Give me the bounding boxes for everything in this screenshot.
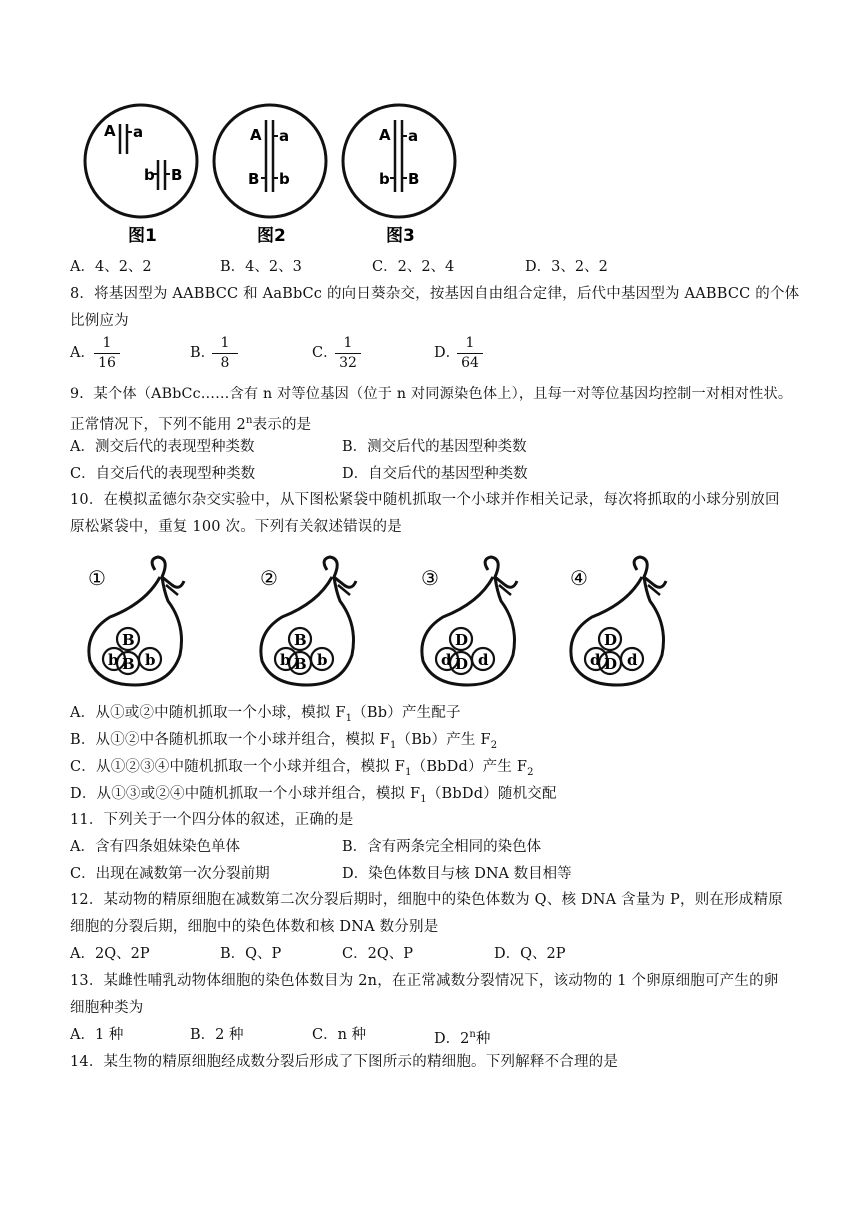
q8-option-b-letter: B． — [190, 345, 216, 361]
option-text: 1 种 — [94, 1027, 124, 1043]
option-text: 2 种 — [215, 1027, 244, 1043]
option-text: n 种 — [337, 1027, 367, 1043]
subscript: 1 — [405, 766, 412, 778]
q12-stem-line1: 12．某动物的精原细胞在减数第二次分裂后期时，细胞中的染色体数为 Q、核 DNA 含量为 P，则在形成精原 — [70, 892, 783, 908]
ball-label: b — [145, 651, 156, 669]
q13-option-d[interactable] — [434, 1025, 490, 1049]
option-text: 2Q、P — [367, 946, 413, 962]
q9-option-c[interactable] — [70, 464, 255, 484]
option-text: 自交后代的基因型种类数 — [368, 466, 528, 482]
q9-option-b[interactable] — [342, 437, 527, 457]
q7-option-a[interactable] — [70, 257, 152, 277]
subscript: 2 — [490, 739, 498, 751]
option-text: （BbDd）产生 F — [411, 759, 528, 775]
option-text: （BbDd）随机交配 — [426, 786, 557, 802]
subscript: 1 — [389, 739, 397, 751]
option-text: Q、2P — [520, 946, 566, 962]
option-letter: A． — [70, 439, 95, 455]
option-text: 含有四条姐妹染色单体 — [94, 839, 240, 855]
q9-stem-text: 表示的是 — [252, 416, 312, 433]
q8-option-c-letter: C． — [312, 345, 338, 361]
q11-option-c[interactable] — [70, 864, 270, 884]
numerator: 1 — [465, 335, 475, 351]
option-text: （Bb）产生 F — [396, 732, 491, 748]
q12-option-d[interactable] — [494, 944, 566, 964]
option-letter: D． — [342, 466, 369, 482]
q10-option-d[interactable] — [70, 784, 557, 810]
gene-label: B — [408, 170, 420, 188]
option-letter: A． — [70, 839, 95, 855]
option-text: 出现在减数第一次分裂前期 — [95, 866, 270, 882]
ball-label: B — [294, 631, 307, 649]
gene-label: a — [279, 127, 290, 145]
gene-label: B — [171, 166, 183, 184]
q11-option-a[interactable] — [70, 837, 240, 857]
option-text: B．从①②中各随机抓取一个小球并组合，模拟 F — [70, 732, 390, 748]
ball-label: D — [455, 631, 469, 649]
ball-label: B — [294, 655, 307, 673]
q10-option-a[interactable] — [70, 703, 461, 729]
option-letter: A． — [70, 259, 95, 275]
bag-label: ① — [88, 566, 106, 590]
gene-label: a — [408, 127, 419, 145]
option-letter: D． — [494, 946, 521, 962]
bag-label: ④ — [570, 566, 588, 590]
gene-label: b — [279, 170, 290, 188]
numerator: 1 — [102, 335, 112, 351]
subscript: 2 — [527, 766, 534, 778]
option-letter: B． — [220, 259, 246, 275]
option-text: 4、2、3 — [245, 259, 302, 275]
q12-option-a[interactable] — [70, 944, 150, 964]
q13-option-a[interactable] — [70, 1025, 123, 1045]
gene-label: A — [379, 126, 391, 144]
option-letter: B． — [220, 946, 246, 962]
option-letter: C． — [312, 1027, 338, 1043]
gene-label: A — [104, 122, 116, 140]
q9-stem-line1: 9．某个体（ABbCc……含有 n 对等位基因（位于 n 对同源染色体上），且每一对等位基因均控制一对相对性状。 — [70, 386, 793, 402]
option-letter: A． — [70, 946, 95, 962]
option-text: 种 — [475, 1030, 491, 1047]
ball-label: B — [122, 631, 135, 649]
q11-option-b[interactable] — [342, 837, 541, 857]
q12-option-b[interactable] — [220, 944, 281, 964]
figure-3 — [343, 105, 455, 246]
figure-caption: 图1 — [128, 226, 157, 246]
option-text: Q、P — [245, 946, 282, 962]
option-text: D．从①③或②④中随机抓取一个小球并组合，模拟 F — [70, 786, 421, 802]
option-text: A．从①或②中随机抓取一个小球，模拟 F — [70, 705, 346, 721]
q12-stem-line2: 细胞的分裂后期，细胞中的染色体数和核 DNA 数分别是 — [70, 919, 439, 935]
ball-label: d — [478, 651, 489, 669]
q9-stem-text: 正常情况下，下列不能用 2 — [70, 416, 246, 433]
option-text: 4、2、2 — [94, 259, 152, 275]
option-text: 含有两条完全相同的染色体 — [367, 839, 542, 855]
gene-label: b — [144, 166, 155, 184]
numerator: 1 — [220, 335, 230, 351]
option-text: 2Q、2P — [94, 946, 150, 962]
bag-3 — [421, 557, 517, 685]
q8-stem-line1: 8．将基因型为 AABBCC 和 AaBbCc 的向日葵杂交，按基因自由组合定律，后代中基因型为 AABBCC 的个体 — [70, 286, 800, 302]
q9-stem-line2 — [70, 411, 311, 435]
ball-label: B — [122, 655, 135, 673]
subscript: 1 — [345, 712, 353, 724]
superscript: n — [469, 1029, 476, 1040]
bag-1 — [88, 557, 184, 685]
figure-caption: 图3 — [386, 226, 415, 246]
option-letter: B． — [190, 1027, 216, 1043]
q8-option-b-fraction[interactable] — [212, 335, 238, 372]
q10-option-b[interactable] — [70, 730, 497, 756]
option-text: 测交后代的表现型种类数 — [94, 439, 255, 455]
option-letter: C． — [70, 866, 96, 882]
option-letter: C． — [342, 946, 368, 962]
option-text: （Bb）产生配子 — [352, 705, 461, 721]
denominator: 16 — [98, 355, 116, 371]
figure-1 — [85, 105, 197, 246]
ball-label: D — [455, 655, 469, 673]
q9-option-d[interactable] — [342, 464, 528, 484]
option-letter: B． — [342, 839, 368, 855]
q14-stem: 14．某生物的精原细胞经成数分裂后形成了下图所示的精细胞。下列解释不合理的是 — [70, 1054, 619, 1070]
q10-stem-line1: 10．在模拟孟德尔杂交实验中，从下图松紧袋中随机抓取一个小球并作相关记录，每次将抓取的小球分别放回 — [70, 492, 780, 508]
gene-label: B — [248, 170, 260, 188]
option-letter: C． — [372, 259, 398, 275]
numerator: 1 — [343, 335, 353, 351]
gene-label: b — [379, 170, 390, 188]
q10-option-c[interactable] — [70, 757, 534, 783]
option-letter: C． — [70, 466, 96, 482]
option-text: 3、2、2 — [551, 259, 608, 275]
bag-label: ③ — [421, 566, 439, 590]
q12-option-c[interactable] — [342, 944, 413, 964]
q8-option-a-letter: A． — [70, 345, 95, 361]
bag-label: ② — [260, 566, 278, 590]
q11-option-d[interactable] — [342, 864, 572, 884]
option-letter: D． — [434, 1030, 461, 1047]
q13-option-b[interactable] — [190, 1025, 244, 1045]
q8-option-a-fraction[interactable] — [94, 335, 120, 372]
figure-2 — [214, 105, 326, 246]
option-text: 测交后代的基因型种类数 — [367, 439, 527, 455]
gene-label: a — [133, 123, 144, 141]
superscript: n — [245, 415, 253, 426]
q7-figure — [70, 90, 470, 250]
q11-stem: 11．下列关于一个四分体的叙述，正确的是 — [70, 812, 354, 828]
q8-stem-line2: 比例应为 — [70, 313, 129, 329]
q10-bags-figure — [80, 555, 680, 695]
q9-option-a[interactable] — [70, 437, 254, 457]
q13-stem-line2: 细胞种类为 — [70, 1000, 144, 1016]
option-letter: D． — [342, 866, 369, 882]
ball-label: b — [108, 651, 119, 669]
option-text: C．从①②③④中随机抓取一个小球并组合，模拟 F — [70, 759, 406, 775]
q8-option-d-letter: D． — [434, 345, 461, 361]
q7-option-d[interactable] — [525, 257, 608, 277]
option-letter: A． — [70, 1027, 95, 1043]
bag-2 — [260, 557, 356, 685]
ball-label: b — [280, 651, 291, 669]
ball-label: D — [604, 655, 618, 673]
bag-4 — [570, 557, 666, 685]
denominator: 64 — [461, 355, 479, 371]
q13-stem-line1: 13．某雌性哺乳动物体细胞的染色体数目为 2n，在正常减数分裂情况下，该动物的 1 个卵原细胞可产生的卵 — [70, 973, 779, 989]
option-letter: D． — [525, 259, 552, 275]
ball-label: d — [441, 651, 452, 669]
denominator: 8 — [220, 355, 230, 371]
option-text: 2、2、4 — [397, 259, 455, 275]
option-text: 自交后代的表现型种类数 — [95, 466, 256, 482]
ball-label: D — [604, 631, 618, 649]
q10-stem-line2: 原松紧袋中，重复 100 次。下列有关叙述错误的是 — [70, 519, 402, 535]
figure-caption: 图2 — [257, 226, 286, 246]
q13-option-c[interactable] — [312, 1025, 366, 1045]
q7-option-c[interactable] — [372, 257, 454, 277]
ball-label: d — [590, 651, 601, 669]
option-text: 染色体数目与核 DNA 数目相等 — [368, 866, 572, 882]
ball-label: d — [627, 651, 638, 669]
option-text: 2 — [460, 1030, 470, 1047]
subscript: 1 — [420, 793, 427, 805]
ball-label: b — [317, 651, 328, 669]
denominator: 32 — [339, 355, 357, 371]
gene-label: A — [250, 126, 262, 144]
option-letter: B． — [342, 439, 368, 455]
q8-option-d-fraction[interactable] — [457, 335, 483, 372]
q8-option-c-fraction[interactable] — [335, 335, 361, 372]
q7-option-b[interactable] — [220, 257, 302, 277]
